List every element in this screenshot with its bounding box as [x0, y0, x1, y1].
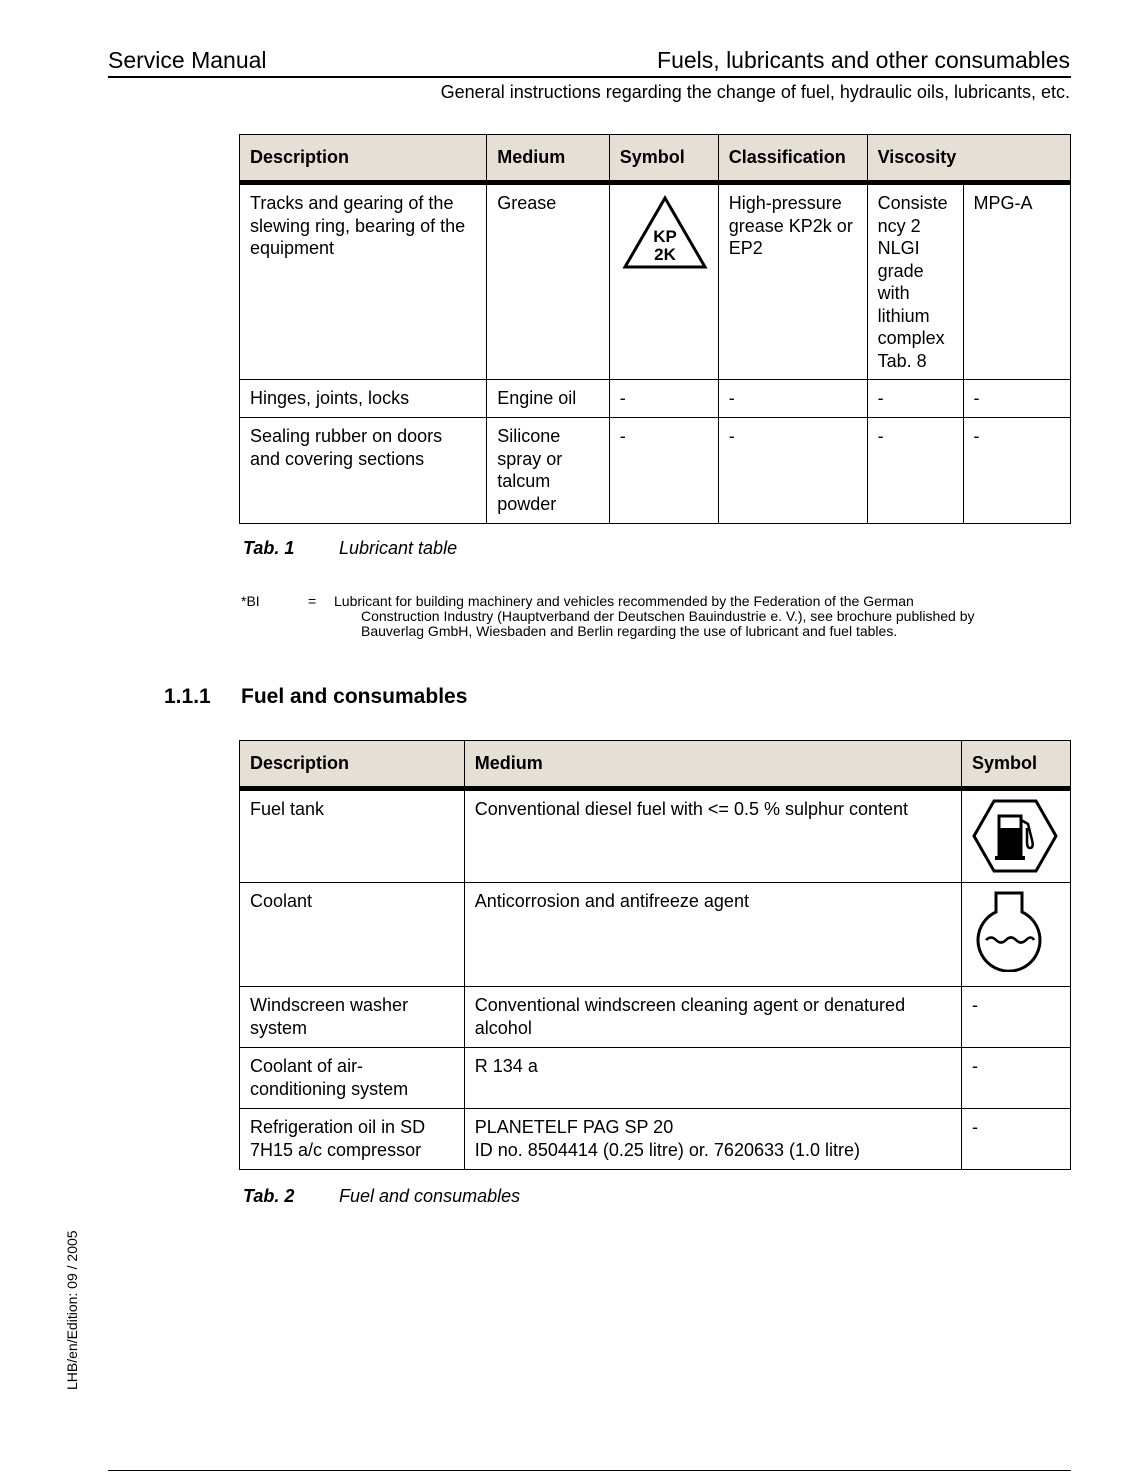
- table-row: [240, 380, 1071, 418]
- section-number: 1.1.1: [164, 685, 211, 708]
- cell-symbol: -: [961, 1109, 1070, 1170]
- cell-symbol: [961, 883, 1070, 987]
- footnote-text-rest: Construction Industry (Hauptverband der Deutschen Bauindustrie e. V.), see brochure published by Bauverlag GmbH, Wiesbaden and Berlin regarding the use of lubricant and fuel tables.: [361, 608, 975, 639]
- cell-medium: R 134 a: [464, 1048, 961, 1109]
- coolant-flask-icon: [974, 890, 1044, 972]
- footer-rule: [108, 1470, 1071, 1471]
- table1-caption-text: Lubricant table: [339, 538, 458, 558]
- cell-viscosity: -: [867, 418, 963, 524]
- table-row: [240, 1109, 1071, 1170]
- cell-description: Windscreen washer system: [240, 987, 465, 1048]
- cell-description: Hinges, joints, locks: [240, 380, 487, 418]
- lubricant-table: [239, 134, 1071, 524]
- header-chapter-title: Fuels, lubricants and other consumables: [657, 47, 1070, 73]
- footnote-key: *BI: [241, 593, 260, 609]
- cell-symbol: [961, 789, 1070, 883]
- cell-description: Refrigeration oil in SD 7H15 a/c compressor: [240, 1109, 465, 1170]
- header-symbol: Symbol: [609, 135, 718, 183]
- header-rule: [108, 76, 1071, 78]
- table-header-row: [240, 135, 1071, 183]
- cell-medium: Anticorrosion and antifreeze agent: [464, 883, 961, 987]
- header-symbol: Symbol: [961, 741, 1070, 789]
- header-classification: Classification: [718, 135, 867, 183]
- table-row: [240, 789, 1071, 883]
- cell-symbol: [609, 183, 718, 380]
- cell-description: Fuel tank: [240, 789, 465, 883]
- table1-caption: [243, 538, 457, 559]
- cell-extra: MPG-A: [963, 183, 1070, 380]
- header-description: Description: [240, 741, 465, 789]
- cell-viscosity: -: [867, 380, 963, 418]
- edition-label: LHB/en/Edition: 09 / 2005: [64, 1230, 80, 1390]
- footnote-text: [334, 594, 1034, 639]
- kp-label: KP: [652, 227, 677, 246]
- cell-medium: Engine oil: [487, 380, 610, 418]
- header-subtitle: General instructions regarding the change of fuel, hydraulic oils, lubricants, etc.: [440, 82, 1070, 102]
- cell-extra: -: [963, 418, 1070, 524]
- kp2k-icon: [622, 194, 708, 274]
- cell-medium: Silicone spray or talcum powder: [487, 418, 610, 524]
- cell-classification: -: [718, 418, 867, 524]
- header-manual-title: Service Manual: [108, 47, 267, 73]
- table-row: [240, 183, 1071, 380]
- table2-caption-text: Fuel and consumables: [339, 1186, 521, 1206]
- fuel-consumables-table: [239, 740, 1071, 1170]
- cell-description: Coolant: [240, 883, 465, 987]
- footnote-text-first: Lubricant for building machinery and vehicles recommended by the Federation of the German: [334, 593, 914, 609]
- header-viscosity: Viscosity: [867, 135, 1070, 183]
- cell-medium: Conventional diesel fuel with <= 0.5 % sulphur content: [464, 789, 961, 883]
- cell-medium: [464, 1109, 961, 1170]
- cell-symbol: -: [961, 1048, 1070, 1109]
- table2-caption: [243, 1186, 520, 1207]
- header-medium: Medium: [464, 741, 961, 789]
- table1-caption-number: Tab. 1: [243, 538, 295, 558]
- cell-description: Coolant of air-conditioning system: [240, 1048, 465, 1109]
- cell-medium: Conventional windscreen cleaning agent or denatured alcohol: [464, 987, 961, 1048]
- table2-caption-number: Tab. 2: [243, 1186, 295, 1206]
- cell-medium-line2: ID no. 8504414 (0.25 litre) or. 7620633 (1.0 litre): [474, 1139, 861, 1160]
- table-header-row: [240, 741, 1071, 789]
- cell-symbol: -: [961, 987, 1070, 1048]
- cell-viscosity: Consiste ncy 2 NLGI grade with lithium complex Tab. 8: [867, 183, 963, 380]
- header-medium: Medium: [487, 135, 610, 183]
- table-row: [240, 987, 1071, 1048]
- section-title: Fuel and consumables: [241, 685, 468, 708]
- cell-extra: -: [963, 380, 1070, 418]
- footnote-equals: =: [308, 593, 317, 609]
- table-row: [240, 1048, 1071, 1109]
- fuel-pump-icon: [972, 798, 1058, 874]
- cell-classification: High-pressure grease KP2k or EP2: [718, 183, 867, 380]
- cell-description: Tracks and gearing of the slewing ring, bearing of the equipment: [240, 183, 487, 380]
- 2k-label: 2K: [653, 245, 676, 264]
- table-row: [240, 883, 1071, 987]
- cell-symbol: -: [609, 380, 718, 418]
- table-row: [240, 418, 1071, 524]
- cell-medium: Grease: [487, 183, 610, 380]
- cell-medium-line1: PLANETELF PAG SP 20: [474, 1117, 674, 1137]
- cell-description: Sealing rubber on doors and covering sections: [240, 418, 487, 524]
- cell-symbol: -: [609, 418, 718, 524]
- header-description: Description: [240, 135, 487, 183]
- cell-classification: -: [718, 380, 867, 418]
